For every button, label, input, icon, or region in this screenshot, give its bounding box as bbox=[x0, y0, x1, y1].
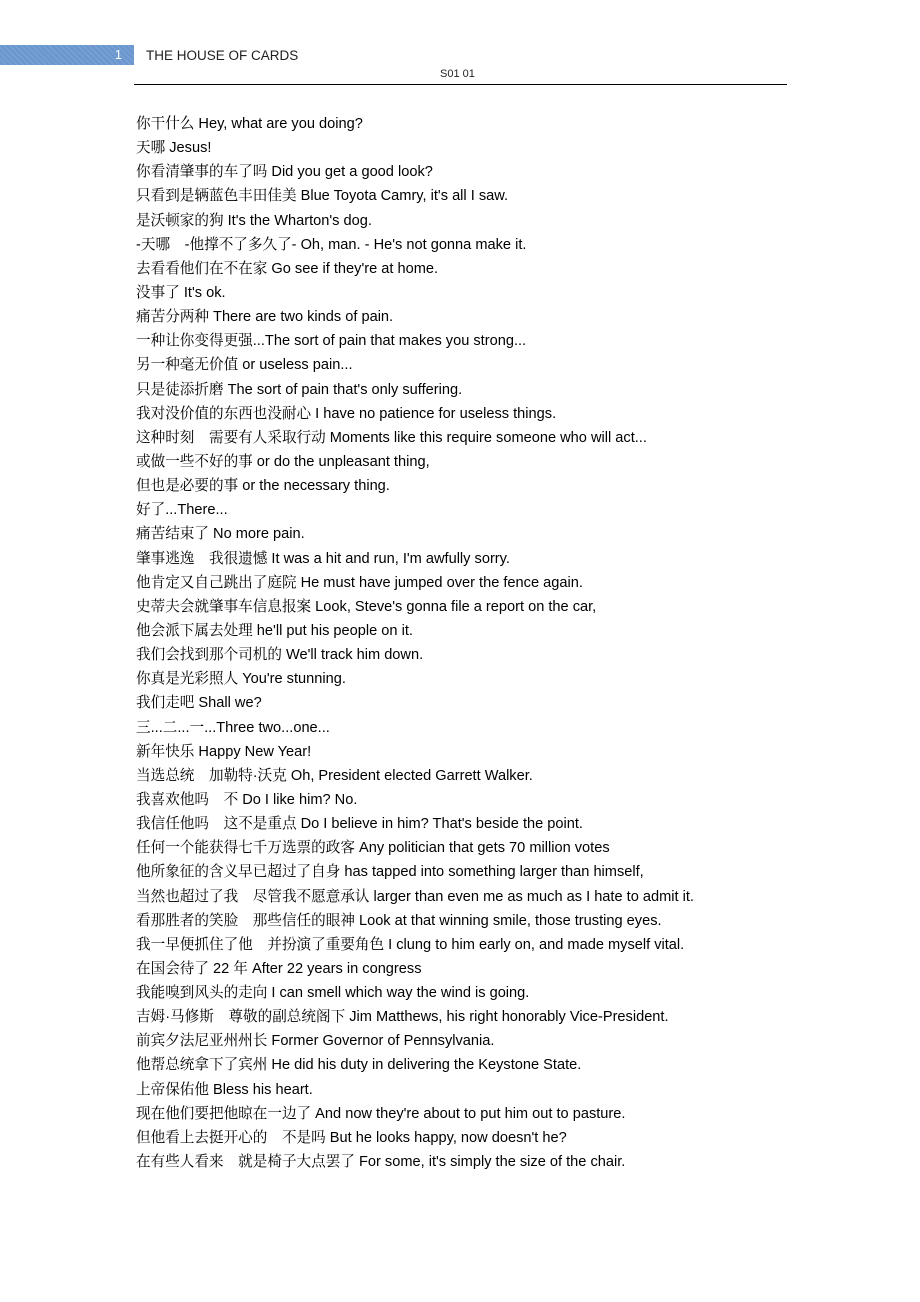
subtitle-line: 你看清肇事的车了吗 Did you get a good look? bbox=[136, 164, 433, 181]
subtitle-line: 在国会待了 22 年 After 22 years in congress bbox=[136, 960, 422, 977]
subtitle-line: 在有些人看来 就是椅子大点罢了 For some, it's simply the size of the chair. bbox=[136, 1154, 626, 1171]
subtitle-line: 任何一个能获得七千万选票的政客 Any politician that gets 70 million votes bbox=[136, 840, 610, 857]
subtitle-line: 去看看他们在不在家 Go see if they're at home. bbox=[136, 260, 439, 277]
subtitle-line: 但他看上去挺开心的 不是吗 But he looks happy, now doesn't he? bbox=[136, 1129, 567, 1146]
subtitle-line: 我喜欢他吗 不 Do I like him? No. bbox=[136, 791, 358, 808]
subtitle-line: 我信任他吗 这不是重点 Do I believe in him? That's beside the point. bbox=[136, 816, 583, 833]
subtitle-line: 史蒂夫会就肇事车信息报案 Look, Steve's gonna file a report on the car, bbox=[136, 598, 597, 615]
subtitle-line: 他会派下属去处理 he'll put his people on it. bbox=[136, 622, 413, 639]
subtitle-line: 前宾夕法尼亚州州长 Former Governor of Pennsylvania. bbox=[136, 1033, 495, 1050]
subtitle-line: 痛苦分两种 There are two kinds of pain. bbox=[136, 309, 394, 326]
subtitle-line: 是沃顿家的狗 It's the Wharton's dog. bbox=[136, 212, 372, 229]
subtitle-line: 但也是必要的事 or the necessary thing. bbox=[136, 478, 390, 495]
subtitle-line: 这种时刻 需要有人采取行动 Moments like this require someone who will act... bbox=[136, 429, 647, 446]
subtitle-line: 我们会找到那个司机的 We'll track him down. bbox=[136, 647, 424, 664]
subtitle-line: 我能嗅到风头的走向 I can smell which way the wind is going. bbox=[136, 985, 530, 1002]
subtitle-line: 当然也超过了我 尽管我不愿意承认 larger than even me as much as I hate to admit it. bbox=[136, 888, 694, 905]
subtitle-line: 你真是光彩照人 You're stunning. bbox=[136, 671, 346, 688]
subtitle-line: 痛苦结束了 No more pain. bbox=[136, 526, 305, 543]
subtitle-line: 你干什么 Hey, what are you doing? bbox=[136, 116, 363, 132]
subtitle-line: 只是徒添折磨 The sort of pain that's only suffering. bbox=[136, 381, 463, 398]
subtitle-line: 好了...There... bbox=[136, 502, 228, 519]
subtitle-line: 天哪 Jesus! bbox=[136, 140, 212, 157]
subtitle-line: 新年快乐 Happy New Year! bbox=[136, 743, 312, 760]
subtitle-line: 他帮总统拿下了宾州 He did his duty in delivering the Keystone State. bbox=[136, 1057, 582, 1074]
subtitle-line: 他肯定又自己跳出了庭院 He must have jumped over the fence again. bbox=[136, 574, 583, 591]
page-number: 1 bbox=[114, 47, 122, 62]
subtitle-line: 一种让你变得更强...The sort of pain that makes you strong... bbox=[136, 333, 527, 350]
subtitle-line: 当选总统 加勒特·沃克 Oh, President elected Garrett Walker. bbox=[136, 767, 533, 784]
subtitle-line: 肇事逃逸 我很遗憾 It was a hit and run, I'm awfully sorry. bbox=[136, 550, 510, 567]
document-title: THE HOUSE OF CARDS bbox=[146, 48, 299, 63]
subtitle-line: 上帝保佑他 Bless his heart. bbox=[136, 1081, 313, 1098]
subtitle-line: 他所象征的含义早已超过了自身 has tapped into something larger than himself, bbox=[136, 864, 644, 881]
subtitle-line: 吉姆·马修斯 尊敬的副总统阁下 Jim Matthews, his right honorably Vice-President. bbox=[136, 1009, 669, 1026]
subtitle-line: 我对没价值的东西也没耐心 I have no patience for useless things. bbox=[136, 405, 557, 422]
subtitle-list bbox=[136, 112, 776, 1174]
subtitle-line: 我们走吧 Shall we? bbox=[136, 695, 262, 712]
subtitle-line: 没事了 It's ok. bbox=[136, 284, 226, 301]
subtitle-line: 我一早便抓住了他 并扮演了重要角色 I clung to him early on, and made myself vital. bbox=[136, 936, 685, 953]
subtitle-line: 三...二...一...Three two...one... bbox=[136, 719, 330, 736]
subtitle-line: 或做一些不好的事 or do the unpleasant thing, bbox=[136, 453, 430, 470]
header-divider bbox=[134, 84, 787, 85]
subtitle-line: -天哪 -他撑不了多久了- Oh, man. - He's not gonna make it. bbox=[136, 236, 527, 253]
subtitle-line: 现在他们要把他晾在一边了 And now they're about to put him out to pasture. bbox=[136, 1105, 626, 1122]
episode-code: S01 01 bbox=[440, 68, 475, 80]
subtitle-line: 另一种毫无价值 or useless pain... bbox=[136, 357, 353, 374]
subtitle-line: 看那胜者的笑脸 那些信任的眼神 Look at that winning smile, those trusting eyes. bbox=[136, 912, 662, 929]
subtitle-line: 只看到是辆蓝色丰田佳美 Blue Toyota Camry, it's all I saw. bbox=[136, 188, 509, 205]
